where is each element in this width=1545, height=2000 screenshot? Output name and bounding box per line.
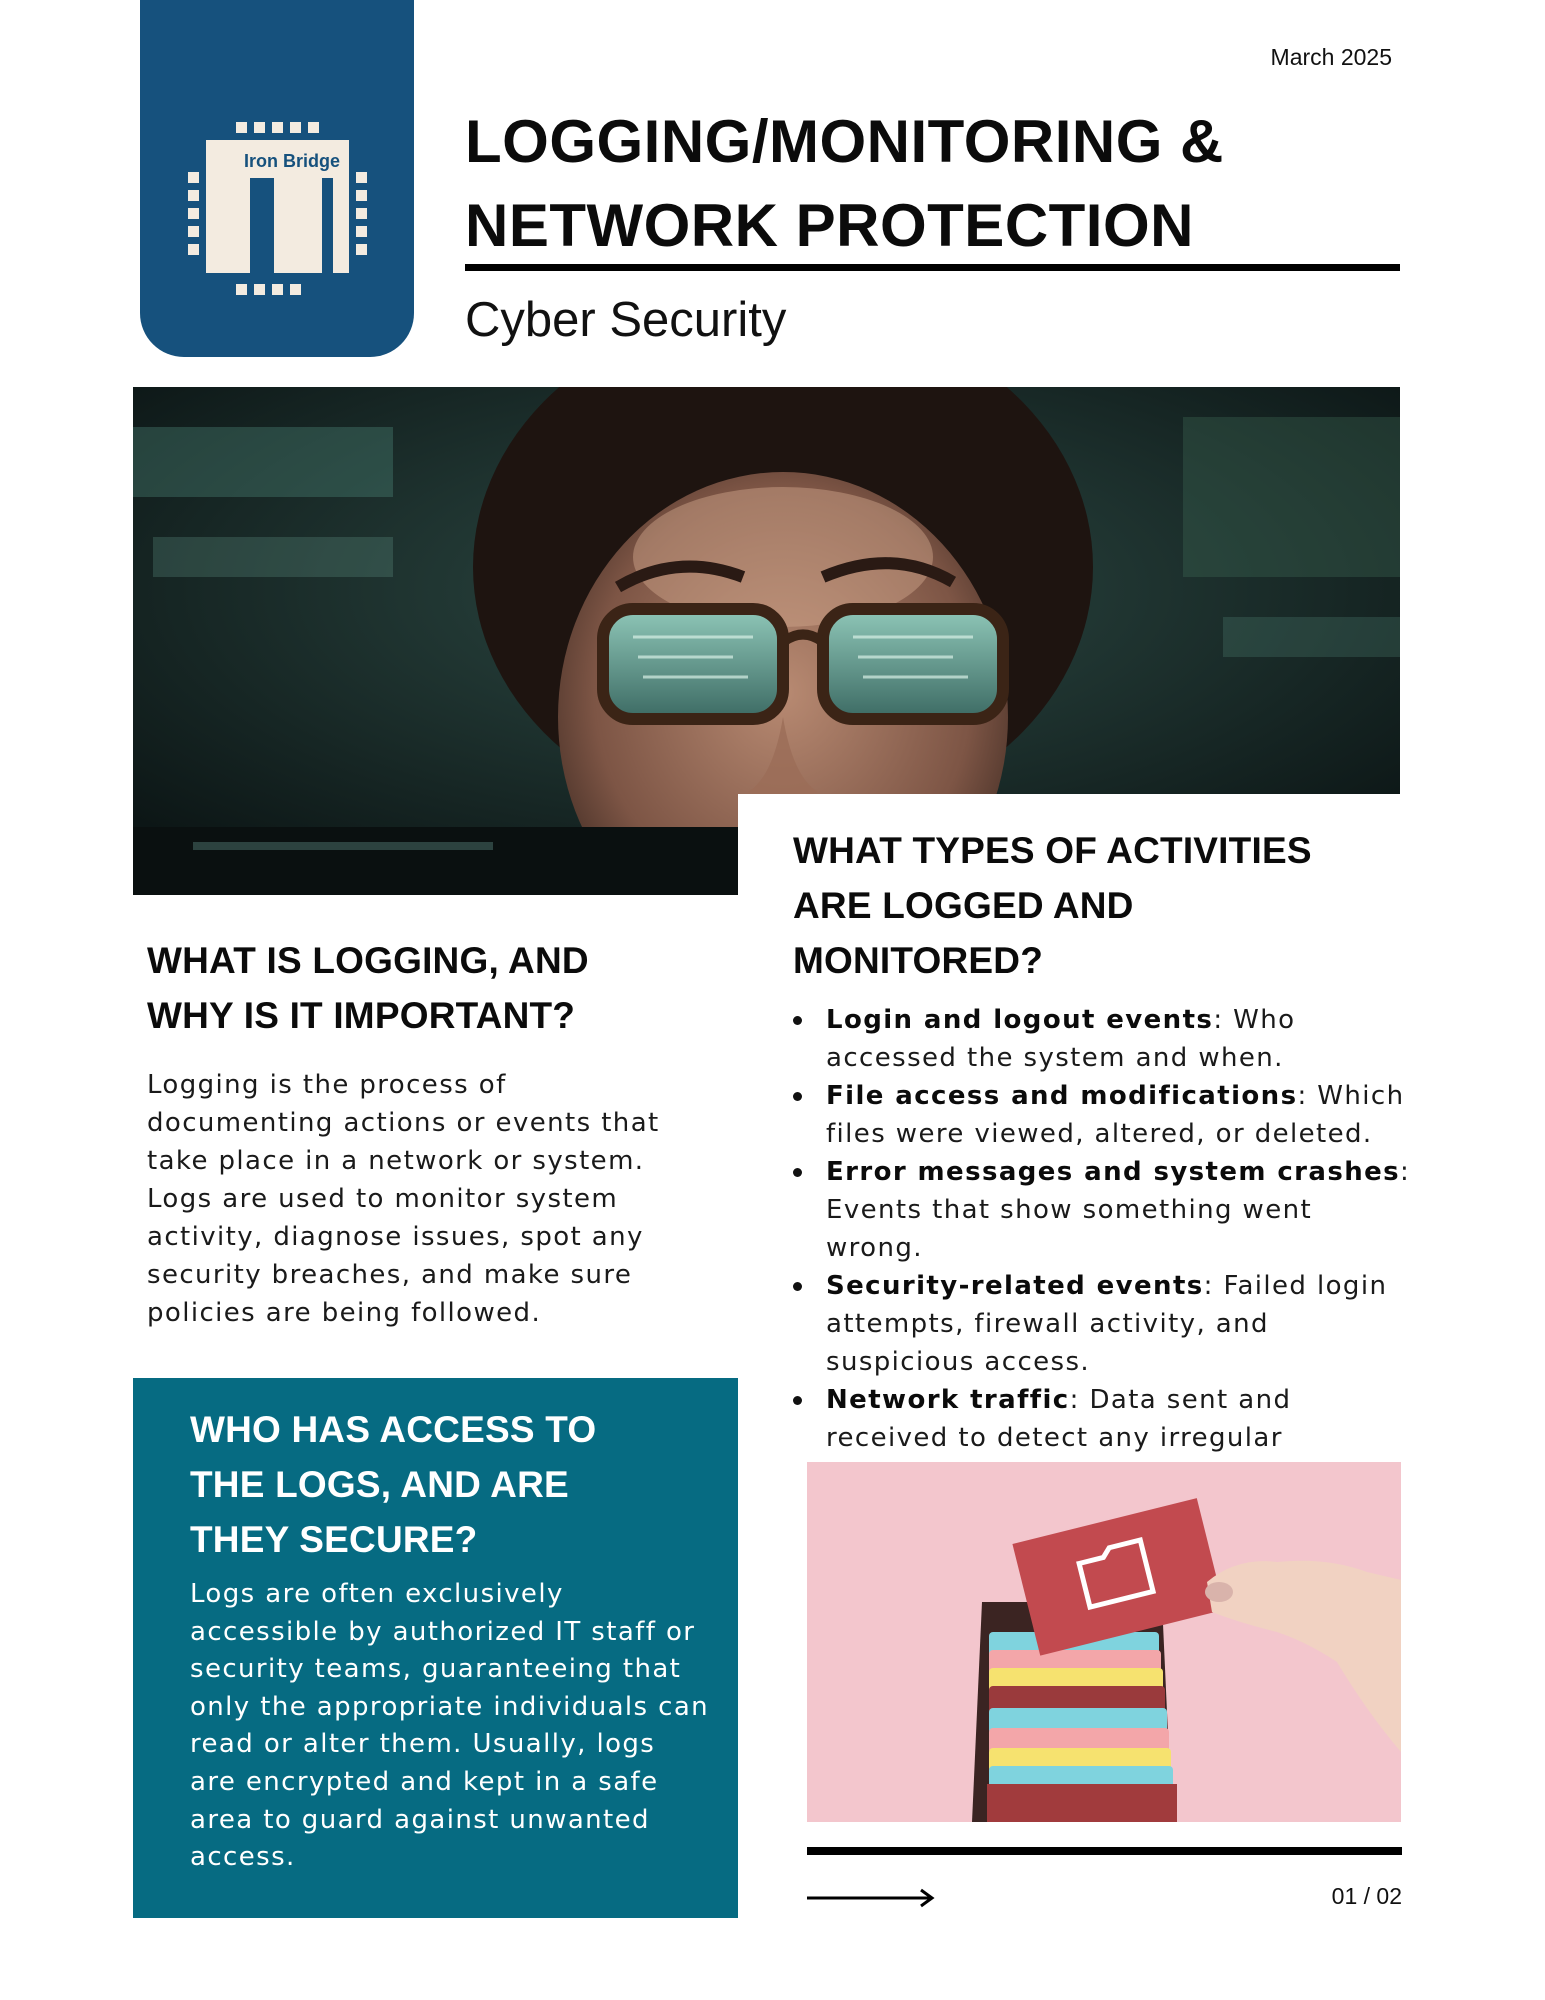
list-item: [793, 1153, 1413, 1267]
activities-heading: [793, 823, 1393, 988]
bullet-icon: [793, 1168, 802, 1177]
list-item: [793, 1001, 1413, 1077]
company-logo: [140, 0, 414, 357]
page-number: 01 / 02: [1331, 1883, 1402, 1909]
list-item: [793, 1077, 1413, 1153]
activities-heading-line-3: MONITORED?: [793, 940, 1044, 981]
list-item-term: Network traffic: [826, 1385, 1070, 1415]
logo-text: Iron Bridge: [243, 151, 341, 171]
title-line-2: NETWORK PROTECTION: [465, 192, 1194, 259]
access-heading: [190, 1402, 710, 1567]
page-title: [465, 100, 1425, 268]
list-item-term: Error messages and system crashes: [826, 1157, 1401, 1187]
logging-heading-line-1: WHAT IS LOGGING, AND: [147, 940, 589, 981]
access-heading-line-2: THE LOGS, AND ARE: [190, 1464, 569, 1505]
activities-list: [793, 1001, 1413, 1495]
activities-heading-line-2: ARE LOGGED AND: [793, 885, 1134, 926]
iron-bridge-it-logo: [188, 122, 368, 302]
access-paragraph: Logs are often exclusively accessible by authorized IT staff or security teams, guaranteeing that only the appropriate individuals can read or alter them. Usually, logs are encrypted and kept in a safe area to guard against unwanted access.: [190, 1579, 710, 1873]
footer-divider: [807, 1847, 1402, 1855]
list-item-term: File access and modifications: [826, 1081, 1298, 1111]
access-heading-line-3: THEY SECURE?: [190, 1519, 478, 1560]
file-folders-photo: [807, 1462, 1401, 1822]
bullet-icon: [793, 1092, 802, 1101]
bullet-icon: [793, 1016, 802, 1025]
list-item: [793, 1267, 1413, 1381]
logging-heading-line-2: WHY IS IT IMPORTANT?: [147, 995, 576, 1036]
list-item-term: Login and logout events: [826, 1005, 1214, 1035]
page-subtitle: Cyber Security: [465, 293, 787, 347]
title-line-1: LOGGING/MONITORING &: [465, 108, 1224, 175]
access-heading-line-1: WHO HAS ACCESS TO: [190, 1409, 597, 1450]
activities-heading-line-1: WHAT TYPES OF ACTIVITIES: [793, 830, 1312, 871]
list-item-detail: : Who accessed the system and when.: [826, 1005, 1296, 1073]
list-item-detail: : Data sent and received to detect any irregular: [826, 1385, 1292, 1453]
title-divider: [465, 264, 1400, 271]
bullet-icon: [793, 1396, 802, 1405]
list-item-detail: : Events that show something went wrong.: [826, 1157, 1411, 1263]
bullet-icon: [793, 1282, 802, 1291]
list-item-term: Security-related events: [826, 1271, 1204, 1301]
logging-heading: [147, 933, 707, 1043]
logging-paragraph: Logging is the process of documenting actions or events that take place in a network or system. Logs are used to monitor system activity, diagnose issues, spot any security breaches, and make sure policies are being followed.: [147, 1070, 660, 1328]
list-item-detail: : Which files were viewed, altered, or deleted.: [826, 1081, 1405, 1149]
arrow-right-icon: [807, 1888, 937, 1908]
issue-date: March 2025: [1270, 44, 1392, 70]
list-item-detail: : Failed login attempts, firewall activity, and suspicious access.: [826, 1271, 1388, 1377]
